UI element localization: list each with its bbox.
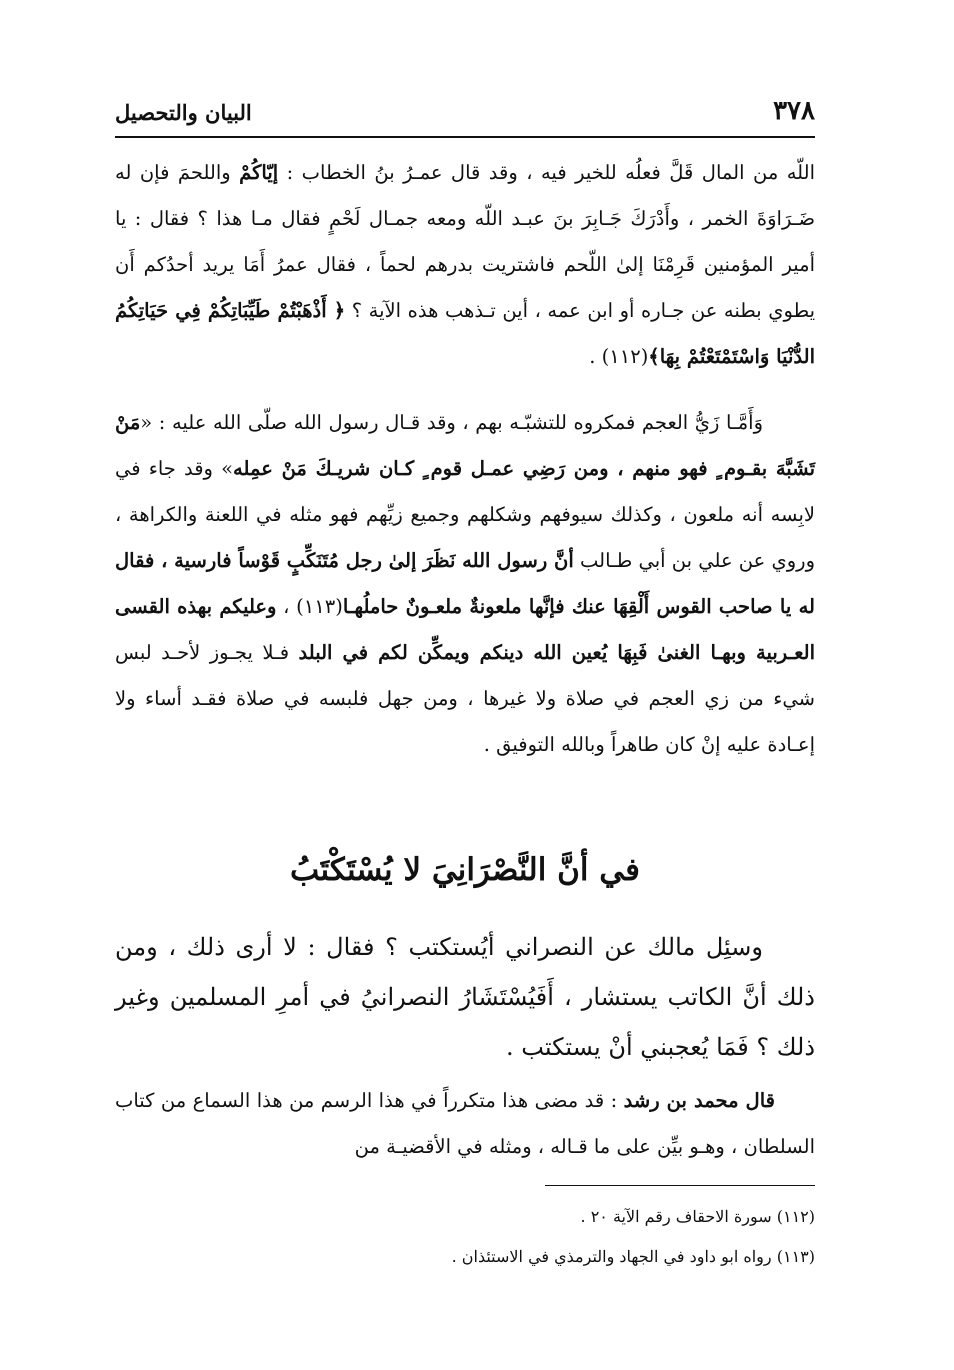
- running-title: البيان والتحصيل: [115, 100, 252, 125]
- hadith-bold: مَنْ تَشَبَّهَ بقـوم ٍ فهو منهم ، ومن رَضِي عمـل قوم ٍ كـان شريـكَ مَنْ عمِله: [115, 411, 815, 480]
- text-run: فـلا يجـوز لأحـد لبس شيء من زي العجم في صلاة ولا غيرها ، ومن جهل فلبسه في صلاة فقـد أساء ولا إعـادة عليه إنْ كان طاهراً وبالله التوفيق .: [115, 641, 815, 756]
- footnote-113: (١١٣) رواه ابو داود في الجهاد والترمذي في الاستئذان .: [451, 1247, 815, 1266]
- text-run: » وقد جاء في لابِسه أنه ملعون ، وكذلك سيوفهم وشكلهم وجميع زيِّهم فهو مثله في اللعنة والكراهة ، وروي عن علي بن أبي طـالب: [115, 457, 815, 572]
- paragraph-question: وسئِل مالك عن النصراني أيُستكتب ؟ فقال : لا أرى ذلك ، ومن ذلك أنَّ الكاتب يستشار ، أَفَيُسْتَشَارُ النصرانيُ في أمرِ المسلمين وغير ذلك ؟ فَمَا يُعجبني أنْ يستكتب .: [115, 933, 815, 1061]
- footnote-ref-112: (١١٢) .: [589, 345, 649, 368]
- paragraph-commentary: [115, 1078, 815, 1170]
- footnote-ref-113: (١١٣) ،: [276, 595, 343, 618]
- header-rule: [115, 136, 815, 138]
- quote-bold: إيّاكُمْ: [239, 161, 279, 184]
- hadith-bold: أنَّ رسول الله نَظَرَ إلىٰ رجل مُتَنَكِّبٍ قَوْساً فارسية ، فقال له يا صاحب القوس أَلْقِهَا عنك فإنَّها ملعونةٌ ملعـونٌ حاملُهـا: [115, 549, 815, 618]
- footnote-rule: [545, 1185, 815, 1186]
- quran-verse: ﴿ أَذْهَبْتُمْ طَيِّبَاتِكُمْ فِي حَيَاتِكُمُ الدُّنْيَا وَاسْتَمْتَعْتُمْ بِهَا﴾: [115, 299, 815, 368]
- paragraph-meat: [115, 150, 815, 380]
- section-heading: في أنَّ النَّصْرَانِيَ لا يُسْتَكْتَبُ: [290, 852, 640, 888]
- text-run: اللّه من المال قَلَّ فعلُه للخير فيه ، وقد قال عمـرُ بنُ الخطاب :: [278, 161, 815, 184]
- page-number: ٣٧٨: [773, 96, 815, 126]
- footnote-112: (١١٢) سورة الاحقاف رقم الآية ٢٠ .: [580, 1207, 815, 1226]
- page-header: [115, 92, 815, 132]
- text-run: وَأَمَّـا زَيُّ العجم فمكروه للتشبّـه بهم ، وقد قـال رسول الله صلّى الله عليه : «: [140, 411, 763, 434]
- text-run: : قد مضى هذا متكرراً في هذا الرسم من هذا السماع من كتاب السلطان ، وهـو بيِّن على ما قـاله ، ومثله في الأقضيـة من: [115, 1089, 815, 1158]
- commentator-name: قال محمد بن رشد: [623, 1089, 775, 1112]
- text-run: واللحمَ فإن له ضَـرَاوَةَ الخمر ، وأَدْرَكَ جَـابِرَ بنَ عبـد اللّه ومعه جمـال لَحْمٍ فقال مـا هذا ؟ فقال : يا أمير المؤمنين قَرِمْنَا إلىٰ اللّحم فاشتريت بدرهم لحماً ، فقال عمرُ أَمَا يريد أحدُكم أَن يطوي بطنه عن جـاره أو ابن عمه ، أين تـذهب هذه الآية ؟: [115, 161, 816, 322]
- paragraph-dress: [115, 400, 815, 768]
- hadith-bold: وعليكم بهذه القسى العـربية وبهـا الغنىٰ فَبِهَا يُعين الله دينكم ويمكِّن لكم في البلد: [115, 595, 815, 664]
